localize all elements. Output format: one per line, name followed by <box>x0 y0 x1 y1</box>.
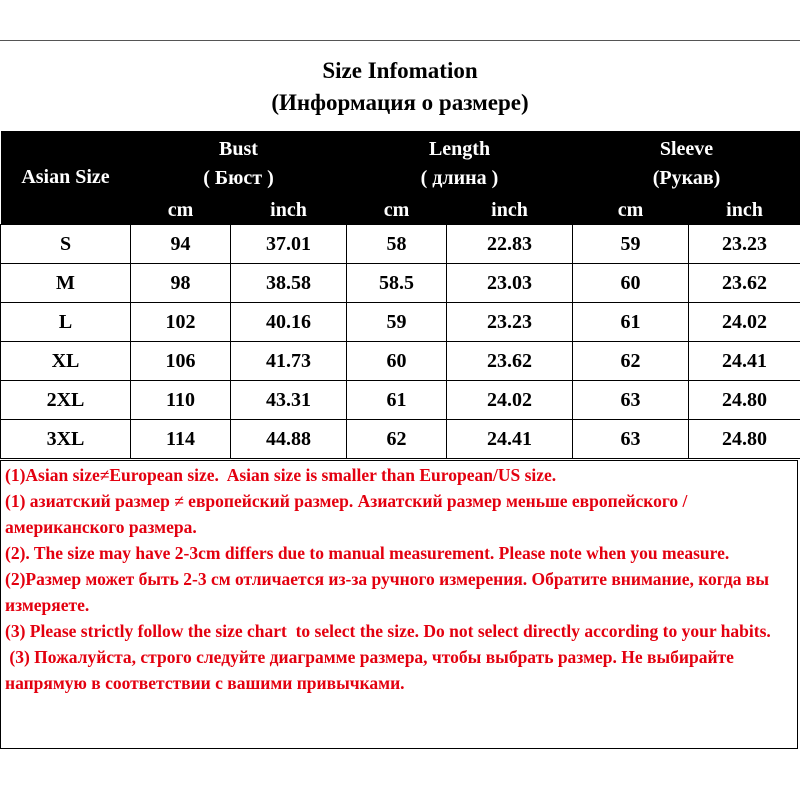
unit-header: cm <box>573 197 689 225</box>
table-cell: 23.23 <box>447 303 573 342</box>
table-cell: 23.62 <box>689 264 800 303</box>
unit-header: inch <box>689 197 800 225</box>
table-cell: 23.03 <box>447 264 573 303</box>
size-cell: XL <box>1 342 131 381</box>
sleeve-header-sub: (Рукав) <box>652 167 721 189</box>
table-cell: 24.80 <box>689 420 800 459</box>
unit-header: cm <box>347 197 447 225</box>
note-text: (3) Пожалуйста, строго следуйте диаграмме размера, чтобы выбрать размер. Не выбирайте напрямую в соответствии с вашими привычками. <box>5 647 739 693</box>
table-cell: 94 <box>131 225 231 264</box>
table-cell: 102 <box>131 303 231 342</box>
size-cell: 3XL <box>1 420 131 459</box>
size-cell: 2XL <box>1 381 131 420</box>
page-subtitle: (Информация о размере) <box>271 90 529 115</box>
unit-header: inch <box>447 197 573 225</box>
table-cell: 23.23 <box>689 225 800 264</box>
table-cell: 98 <box>131 264 231 303</box>
table-cell: 24.02 <box>447 381 573 420</box>
table-cell: 62 <box>347 420 447 459</box>
table-cell: 114 <box>131 420 231 459</box>
table-cell: 38.58 <box>231 264 347 303</box>
table-cell: 61 <box>347 381 447 420</box>
bust-header-sub: ( Бюст ) <box>203 167 274 189</box>
size-cell: L <box>1 303 131 342</box>
table-cell: 59 <box>573 225 689 264</box>
table-cell: 44.88 <box>231 420 347 459</box>
length-header <box>347 131 573 197</box>
size-cell: S <box>1 225 131 264</box>
table-cell: 37.01 <box>231 225 347 264</box>
table-cell: 24.41 <box>689 342 800 381</box>
size-cell: M <box>1 264 131 303</box>
size-table <box>0 131 800 459</box>
table-row <box>1 381 800 420</box>
table-cell: 22.83 <box>447 225 573 264</box>
table-cell: 60 <box>347 342 447 381</box>
table-cell: 24.41 <box>447 420 573 459</box>
sleeve-header <box>573 131 800 197</box>
page-title: Size Infomation <box>322 58 478 83</box>
unit-header: cm <box>131 197 231 225</box>
table-cell: 24.02 <box>689 303 800 342</box>
table-cell: 43.31 <box>231 381 347 420</box>
note-text: (1) азиатский размер ≠ европейский размер. Азиатский размер меньше европейского / американского размера. <box>5 491 692 537</box>
table-cell: 63 <box>573 381 689 420</box>
table-cell: 59 <box>347 303 447 342</box>
table-cell: 106 <box>131 342 231 381</box>
table-cell: 110 <box>131 381 231 420</box>
table-cell: 61 <box>573 303 689 342</box>
table-cell: 24.80 <box>689 381 800 420</box>
note-text: (1)Asian size≠European size. Asian size is smaller than European/US size. <box>5 465 557 485</box>
header-group-row <box>1 131 800 197</box>
sleeve-header-label: Sleeve <box>659 138 714 160</box>
bust-header <box>131 131 347 197</box>
unit-header: inch <box>231 197 347 225</box>
top-divider <box>0 40 800 41</box>
table-row <box>1 420 800 459</box>
table-cell: 23.62 <box>447 342 573 381</box>
table-cell: 40.16 <box>231 303 347 342</box>
table-cell: 60 <box>573 264 689 303</box>
table-cell: 58.5 <box>347 264 447 303</box>
table-cell: 58 <box>347 225 447 264</box>
table-cell: 62 <box>573 342 689 381</box>
size-column-header: Asian Size <box>1 131 131 225</box>
notes-box <box>0 460 798 749</box>
table-cell: 63 <box>573 420 689 459</box>
note-text: (2). The size may have 2-3cm differs due to manual measurement. Please note when you measure. <box>5 543 730 563</box>
length-header-label: Length <box>428 138 491 160</box>
table-row <box>1 264 800 303</box>
table-row <box>1 225 800 264</box>
note-text: (3) Please strictly follow the size chart to select the size. Do not select directly according to your habits. <box>5 621 771 641</box>
length-header-sub: ( длина ) <box>420 167 499 189</box>
table-row <box>1 303 800 342</box>
note-text: (2)Размер может быть 2-3 см отличается из-за ручного измерения. Обратите внимание, когда вы измеряете. <box>5 569 774 615</box>
table-cell: 41.73 <box>231 342 347 381</box>
table-row <box>1 342 800 381</box>
bust-header-label: Bust <box>219 138 258 160</box>
